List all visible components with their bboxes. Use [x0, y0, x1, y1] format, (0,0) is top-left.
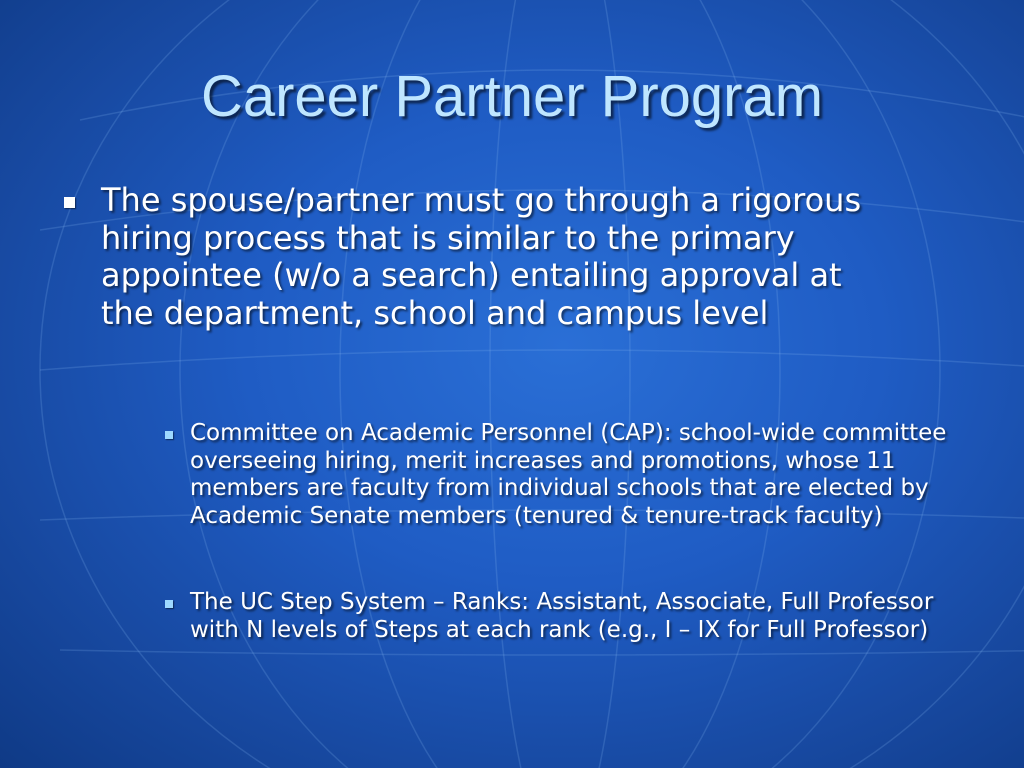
sub-bullet-cap [163, 420, 963, 530]
slide-title: Career Partner Program [200, 64, 824, 129]
square-bullet-icon [165, 600, 173, 608]
main-bullet-text: The spouse/partner must go through a rigorous hiring process that is similar to the primary appointee (w/o a search) entailing approval at the department, school and campus level [101, 181, 862, 332]
sub-bullet-step-system [163, 589, 963, 644]
sub-bullet-text: Committee on Academic Personnel (CAP): school-wide committee overseeing hiring, merit increases and promotions, whose 11 members are faculty from individual schools that are elected by Academic Senate members (tenured & tenure-track faculty) [190, 420, 947, 529]
sub-bullet-text: The UC Step System – Ranks: Assistant, Associate, Full Professor with N levels of Steps at each rank (e.g., I – IX for Full Professor) [190, 589, 934, 643]
main-bullet [60, 182, 900, 332]
square-bullet-icon [64, 197, 75, 208]
square-bullet-icon [165, 431, 173, 439]
